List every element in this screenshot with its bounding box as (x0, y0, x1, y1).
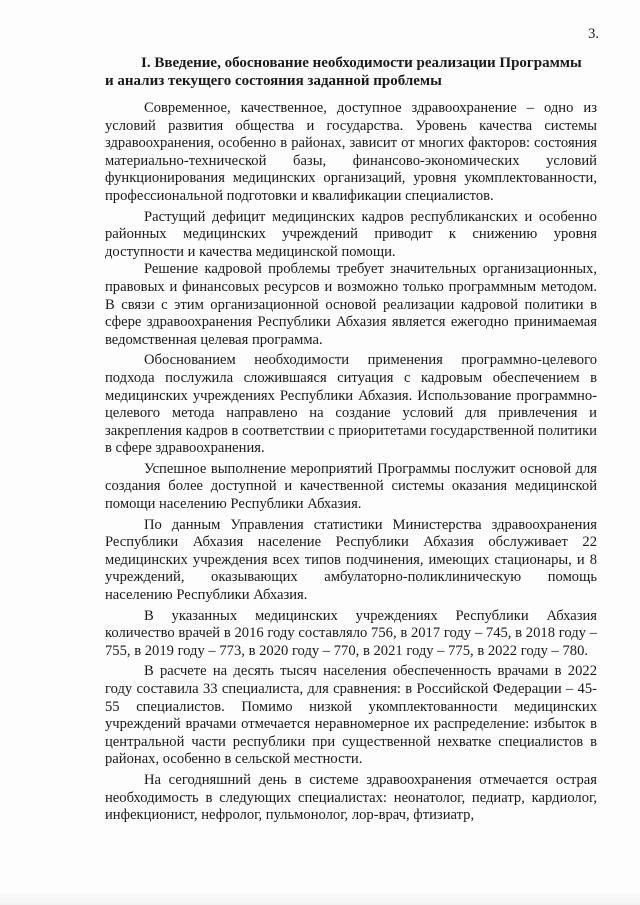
section-heading-line-2: и анализ текущего состояния заданной проблемы (105, 72, 442, 89)
paragraph: По данным Управления статистики Министерства здравоохранения Республики Абхазия население Республики Абхазия обслуживает 22 медицинских учреждения всех типов подчинения, имеющих стационары, и 8 учреждений, оказывающих амбулаторно-поликлиническую помощь населению Республики Абхазия. (105, 516, 597, 604)
paragraph: На сегодняшний день в системе здравоохранения отмечается острая необходимость в следующих специалистах: неонатолог, педиатр, кардиолог, инфекционист, нефролог, пульмонолог, лор-врач, фтизиатр, (105, 771, 597, 824)
section-heading-line-1: I. Введение, обоснование необходимости реализации Программы (141, 55, 582, 71)
paragraph: Успешное выполнение мероприятий Программы послужит основой для создания более доступной и качественной системы оказания медицинской помощи населению Республики Абхазия. (105, 460, 597, 513)
paragraph: Растущий дефицит медицинских кадров республиканских и особенно районных медицинских учреждений приводит к снижению уровня доступности и качества медицинской помощи. (105, 208, 597, 260)
page-number: 3. (588, 26, 599, 42)
paragraph: Обоснованием необходимости применения программно-целевого подхода послужила сложившаяся ситуация с кадровым обеспечением в медицинских учреждениях Республики Абхазия. Использование программно-целевого метода направлено на создание условий для привлечения и закрепления кадров в соответствии с приоритетами государственной политики в сфере здравоохранения. (105, 352, 597, 457)
body-text (105, 100, 597, 825)
paragraph: В расчете на десять тысяч населения обеспеченность врачами в 2022 году составила 33 специалиста, для сравнения: в Российской Федерации – 45-55 специалистов. Помимо низкой укомплектованности медицинских учреждений врачами отмечается неравномерное их распределение: избыток в центральной части республики при существенной нехватке специалистов в районах, особенно в сельской местности. (105, 663, 597, 768)
paragraph: В указанных медицинских учреждениях Республики Абхазия количество врачей в 2016 году составляло 756, в 2017 году – 745, в 2018 году – 755, в 2019 году – 773, в 2020 году – 770, в 2021 году – 775, в 2022 году – 780. (105, 607, 597, 659)
scan-edge-shadow (0, 891, 640, 905)
paragraph: Решение кадровой проблемы требует значительных организационных, правовых и финансовых ресурсов и возможно только программным методом. В связи с этим организационной основой реализации кадровой политики в сфере здравоохранения Республики Абхазия является ежегодно принимаемая ведомственная целевая программа. (105, 261, 597, 348)
section-heading (105, 55, 595, 90)
paragraph: Современное, качественное, доступное здравоохранение – одно из условий развития общества и государства. Уровень качества системы здравоохранения, особенно в районах, зависит от многих факторов: состояния материально-технической базы, финансово-экономических условий функционирования медицинских организаций, уровня укомплектованности, профессиональной подготовки и квалификации специалистов. (105, 100, 597, 204)
